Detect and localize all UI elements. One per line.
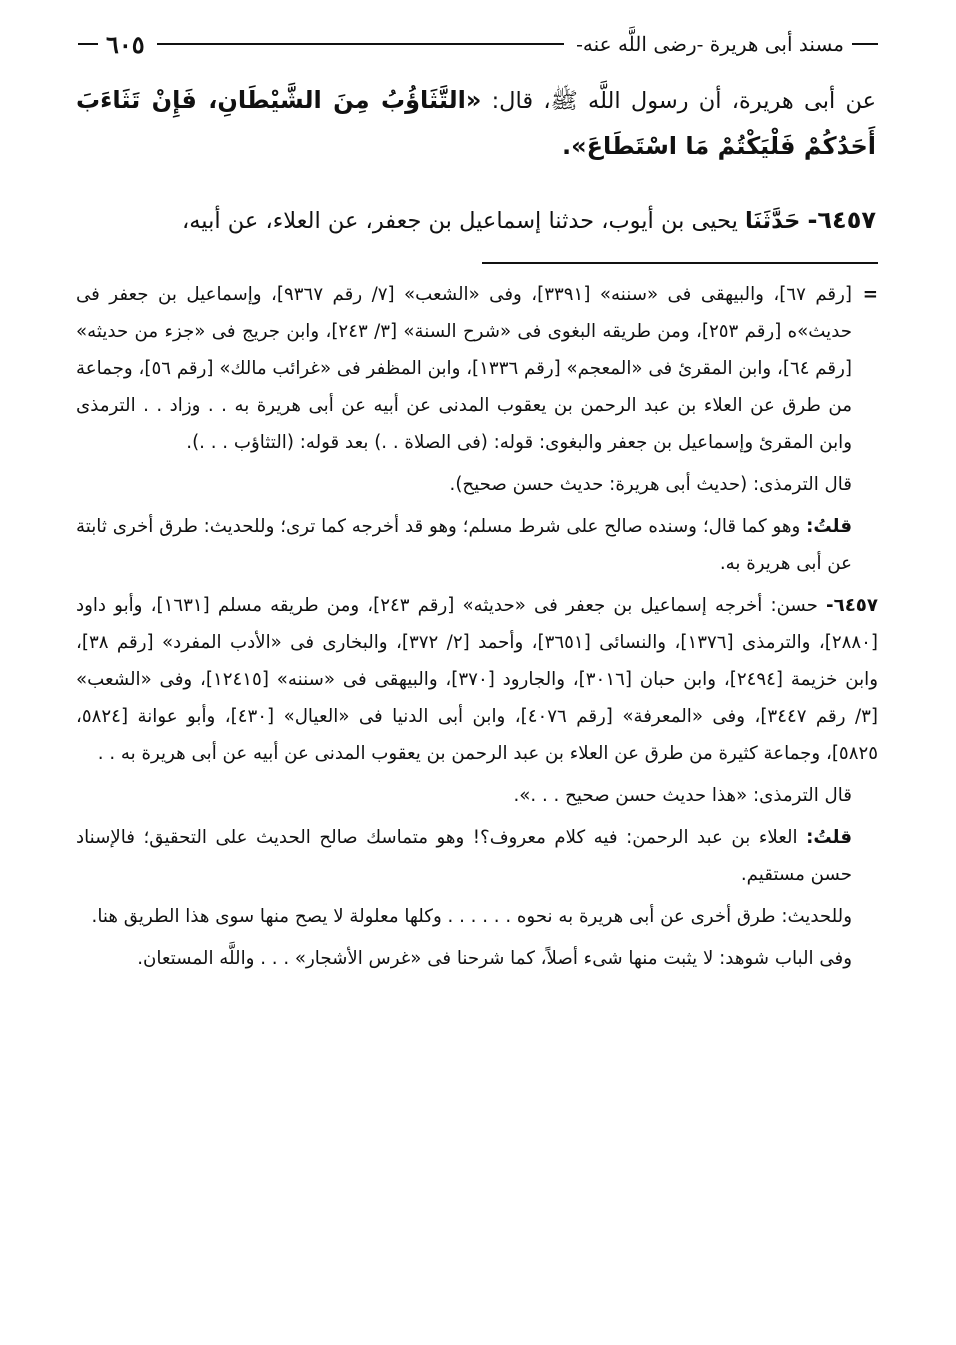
footnote-editor-comment-6456 — [76, 508, 878, 582]
hadith-6457-number: ٦٤٥٧- — [807, 206, 876, 234]
header-dash-trailing — [78, 43, 98, 45]
footnote-paragraph: قال الترمذى: «هذا حديث حسن صحيح . . .». — [513, 785, 852, 806]
footnote-other-routes — [76, 898, 878, 935]
header-rule — [157, 43, 564, 45]
running-title: مسند أبى هريرة -رضى اللَّه عنه- — [576, 32, 844, 56]
footnote-paragraph: قال الترمذى: (حديث أبى هريرة: حديث حسن صحيح). — [449, 474, 852, 495]
hadith-6456-text — [76, 78, 876, 170]
footnote-paragraph: العلاء بن عبد الرحمن: فيه كلام معروف؟! وهو متماسك صالح الحديث على التحقيق؛ فالإسناد حسن مستقيم. — [76, 827, 852, 885]
continuation-marker: = — [862, 284, 878, 305]
footnote-number: ٦٤٥٧- — [826, 595, 878, 616]
footnote-paragraph: وهو كما قال؛ وسنده صالح على شرط مسلم؛ وهو قد أخرجه كما ترى؛ وللحديث: طرق أخرى ثابتة عن أبى هريرة به. — [76, 516, 852, 574]
footnote-tirmidhi-6457 — [76, 777, 878, 814]
hadith-6457-chain: يحيى بن أيوب، حدثنا إسماعيل بن جعفر، عن العلاء، عن أبيه، — [181, 208, 745, 234]
footnote-tirmidhi-6456 — [76, 466, 878, 503]
hadith-6456-intro: عن أبى هريرة، أن رسول اللَّه ﷺ، قال: — [481, 88, 876, 114]
page-number: ٦٠٥ — [106, 29, 145, 59]
hadith-6457-haddathana: حَدَّثَنَا — [744, 208, 801, 234]
footnote-6457 — [76, 587, 878, 772]
header-dash — [852, 43, 878, 45]
footnote-witnesses — [76, 940, 878, 977]
footnote-paragraph: وفى الباب شوهد: لا يثبت منها شىء أصلاً، كما شرحنا فى «غرس الأشجار» . . . واللَّه المستعان. — [137, 948, 852, 969]
hadith-6457-text — [76, 198, 876, 243]
footnote-editor-comment-6457 — [76, 819, 878, 893]
running-header — [78, 28, 878, 60]
footnote-paragraph: [رقم ٦٧]، والبيهقى فى «سننه» [٣٣٩١]، وفى «الشعب» [٧/ رقم ٩٣٦٧]، وإسماعيل بن جعفر فى حديث»ه [رقم ٢٥٣]، ومن طريقه البغوى فى «شرح السنة» [٣/ ٢٤٣]، وابن جريج فى «جزء من حديثه» [رقم ٦٤]، وابن المقرئ فى «المعجم» [رقم ١٣٣٦]، وابن المظفر فى «غرائب مالك» [رقم ٥٦]، وجماعة من طرق عن العلاء بن عبد الرحمن بن يعقوب المدنى عن أبيه عن أبى هريرة به . . وزاد . . الترمذى وابن المقرئ وإسماعيل بن جعفر والبغوى: قوله: (فى الصلاة . .) بعد قوله: (التثاؤب . . .). — [76, 284, 852, 453]
qultu-label: قلتُ: — [806, 516, 852, 537]
footnote-separator — [482, 262, 878, 264]
footnote-paragraph: حسن: أخرجه إسماعيل بن جعفر فى «حديثه» [رقم ٢٤٣]، ومن طريقه مسلم [١٦٣١]، وأبو داود [٢٨٨٠]، والترمذى [١٣٧٦]، والنسائى [٣٦٥١]، وأحمد [٢/ ٣٧٢]، والبخارى فى «الأدب المفرد» [رقم ٣٨]، وابن خزيمة [٢٤٩٤]، وابن حبان [٣٠١٦]، والجارود [٣٧٠]، والبيهقى فى «سننه» [١٢٤١٥]، وفى «الشعب» [٣/ رقم ٣٤٤٧]، وفى «المعرفة» [رقم ٤٠٧٦]، وابن أبى الدنيا فى «العيال» [٤٣٠]، وأبو عوانة [٥٨٢٤، ٥٨٢٥]، وجماعة كثيرة من طرق عن العلاء بن عبد الرحمن بن يعقوب المدنى عن أبيه عن أبى هريرة به . . — [76, 595, 879, 764]
footnotes — [76, 276, 878, 977]
hadith-6456-quote: «التَّثَاؤُبُ مِنَ الشَّيْطَانِ، فَإِنْ تَثَاءَبَ أَحَدُكُمْ فَلْيَكْتُمْ مَا اسْتَطَاعَ». — [76, 86, 876, 160]
qultu-label: قلتُ: — [806, 827, 852, 848]
footnote-continuation — [76, 276, 878, 461]
footnote-paragraph: وللحديث: طرق أخرى عن أبى هريرة به نحوه . . . . . . وكلها معلولة لا يصح منها سوى هذا الطريق هنا. — [91, 906, 852, 927]
